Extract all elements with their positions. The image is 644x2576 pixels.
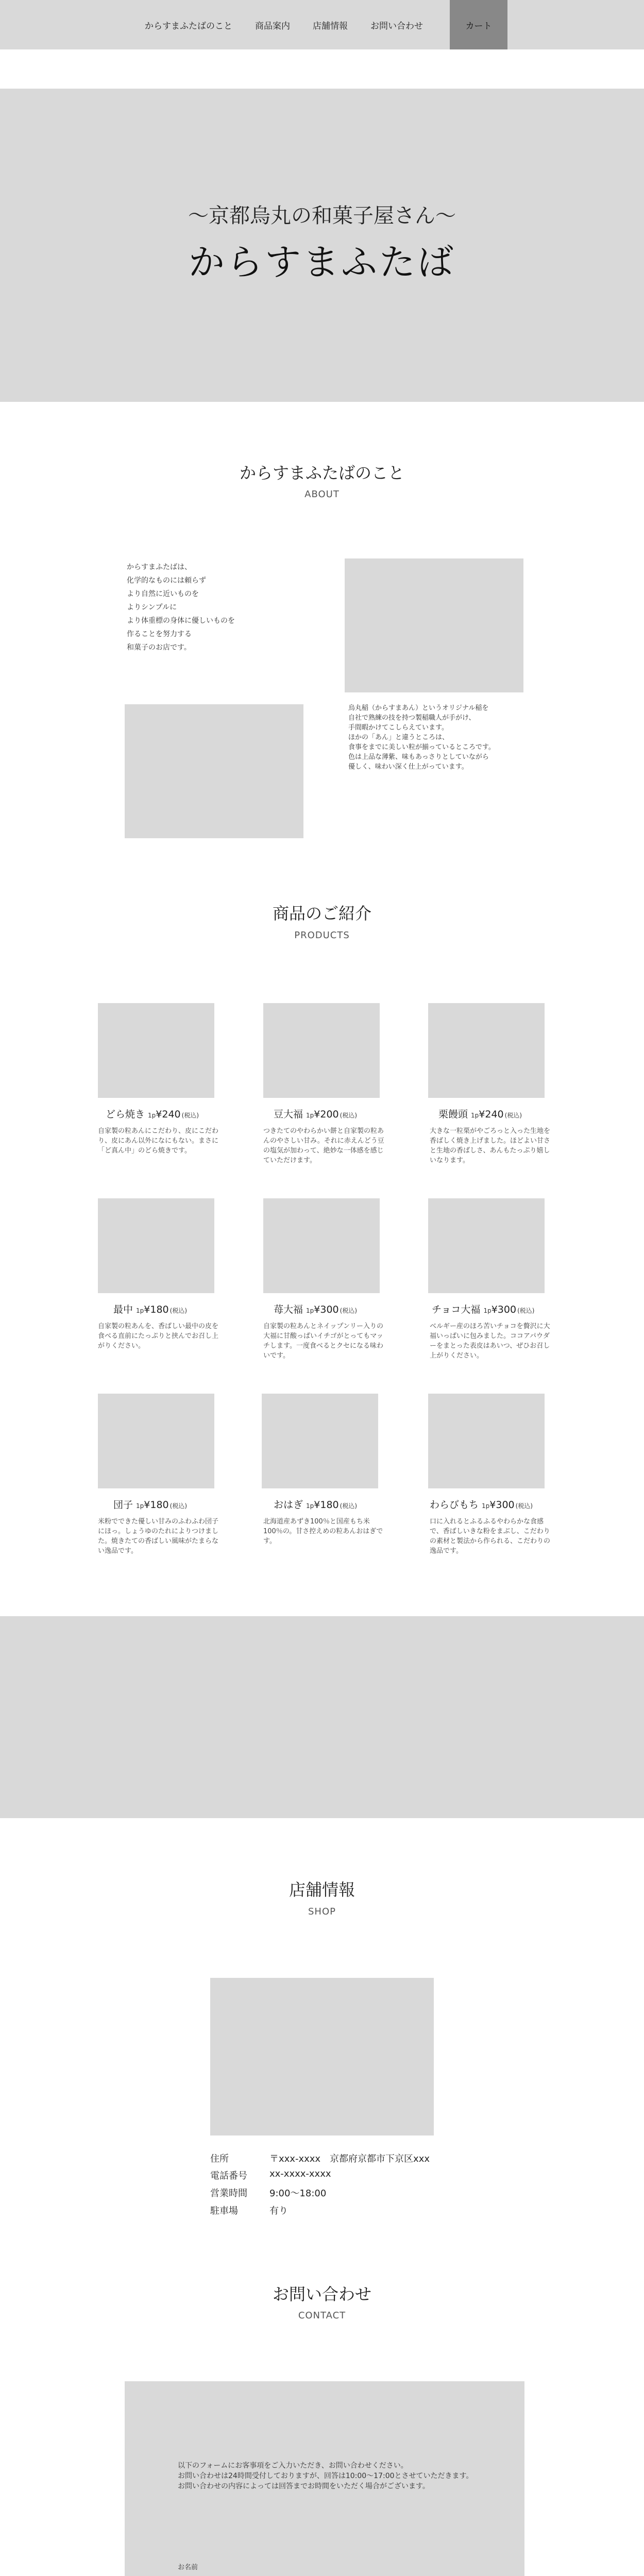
nav-contact[interactable]: お問い合わせ xyxy=(370,21,423,31)
product-tax-note: (税込) xyxy=(515,1502,533,1510)
contact-title: お問い合わせ xyxy=(272,2284,371,2304)
hero-section xyxy=(0,89,644,402)
shop-label: 住所 xyxy=(210,2154,229,2164)
product-header-mamedaifuku xyxy=(274,1107,397,1121)
product-image-chocodaifuku[interactable] xyxy=(428,1198,545,1293)
shop-map-image[interactable] xyxy=(210,1978,434,2136)
product-price: ¥200 xyxy=(314,1109,339,1120)
product-unit: 1p xyxy=(306,1502,314,1510)
banner-image xyxy=(0,1616,644,1818)
product-desc-ohagi: 北海道産あずき100％と国産もち米100％の。甘さ控えめの粒あんおはぎです。 xyxy=(263,1518,383,1545)
product-desc-kurimanju: 大きな一粒栗がやごろっと入った生地を香ばしく焼き上げました。ほどよい甘さと生地の香ばしさ、あんもたっぷり嬉しいなります。 xyxy=(430,1127,551,1164)
product-image-dorayaki[interactable] xyxy=(98,1003,214,1098)
nav-shop[interactable]: 店舗情報 xyxy=(313,21,348,31)
product-image-warabimochi[interactable] xyxy=(428,1394,545,1488)
product-header-dango xyxy=(113,1497,237,1511)
hero-subtitle: 〜京都烏丸の和菓子屋さん〜 xyxy=(188,204,456,228)
product-tax-note: (税込) xyxy=(340,1307,358,1314)
product-header-warabimochi xyxy=(430,1497,553,1511)
product-desc-mamedaifuku: つきたてのやわらかい餅と自家製の粒あんのやさしい甘み。それに赤えんどう豆の塩気が加わって、絶妙な一体感を感じていただけます。 xyxy=(263,1127,384,1164)
shop-row-hours xyxy=(210,2186,326,2199)
product-price: ¥300 xyxy=(491,1304,517,1315)
product-header-ohagi xyxy=(274,1497,397,1511)
product-price: ¥180 xyxy=(144,1499,169,1511)
shop-row-phone xyxy=(210,2168,331,2182)
product-unit: 1p xyxy=(483,1307,492,1314)
product-name: おはぎ xyxy=(274,1499,303,1511)
shop-subtitle: SHOP xyxy=(308,1906,336,1917)
product-price: ¥180 xyxy=(144,1304,169,1315)
shop-row-address xyxy=(210,2151,430,2165)
hero-title: からすまふたば xyxy=(189,241,455,283)
shop-value: 〒xxx-xxxx 京都府京都市下京区xxx xyxy=(269,2154,430,2164)
product-tax-note: (税込) xyxy=(340,1112,358,1119)
shop-label: 駐車場 xyxy=(210,2206,238,2216)
product-unit: 1p xyxy=(306,1112,314,1119)
product-tax-note: (税込) xyxy=(181,1112,199,1119)
product-name: チョコ大福 xyxy=(432,1304,481,1315)
product-name: 最中 xyxy=(113,1304,133,1315)
product-name: 苺大福 xyxy=(274,1304,303,1315)
shop-row-parking xyxy=(210,2204,288,2217)
product-desc-dorayaki: 自家製の粒あんにこだわり、皮にこだわり、皮にあん以外になにもない。まさに「ど真ん中」のどら焼きです。 xyxy=(98,1127,219,1155)
products-subtitle: PRODUCTS xyxy=(294,930,350,941)
header-nav xyxy=(145,0,446,49)
product-price: ¥180 xyxy=(314,1499,339,1511)
product-unit: 1p xyxy=(148,1112,156,1119)
product-tax-note: (税込) xyxy=(340,1502,358,1510)
nav-about[interactable]: からすまふたばのこと xyxy=(145,21,232,31)
product-tax-note: (税込) xyxy=(170,1307,188,1314)
shop-value: 9:00〜18:00 xyxy=(269,2188,327,2199)
product-name: わらびもち xyxy=(430,1499,479,1511)
shop-label: 電話番号 xyxy=(210,2171,247,2181)
product-header-ichigodaifuku xyxy=(274,1302,397,1316)
product-desc-dango: 米粉でできた優しい甘みのふわふわ団子にほっ。しょうゆのたれによりつけました。焼きたての香ばしい風味がたまらない逸品です。 xyxy=(98,1518,219,1555)
product-tax-note: (税込) xyxy=(504,1112,522,1119)
product-image-monaka[interactable] xyxy=(98,1198,214,1293)
product-header-monaka xyxy=(113,1302,237,1316)
about-text-1: からすまふたばは、 化学的なものには頼らず より自然に近いものを よりシンプルに より体重標の身体に優しいものを 作ることを努力する 和菓子のお店です。 xyxy=(127,563,235,652)
shop-value: 有り xyxy=(269,2206,288,2216)
product-price: ¥240 xyxy=(479,1109,504,1120)
product-tax-note: (税込) xyxy=(170,1502,188,1510)
product-desc-chocodaifuku: ベルギー産のほろ苦いチョコを贅沢に大福いっぱいに包みました。ココアパウダーをまとった表皮はあいつ、ぜひお召し上がりください。 xyxy=(430,1323,550,1360)
product-header-kurimanju xyxy=(438,1107,562,1121)
about-image-1 xyxy=(345,558,523,692)
product-tax-note: (税込) xyxy=(517,1307,535,1314)
contact-form xyxy=(125,2381,524,2576)
product-image-ohagi[interactable] xyxy=(262,1394,378,1488)
product-desc-monaka: 自家製の粒あんを、香ばしい最中の皮を食べる直前にたっぷりと挟んでお召し上がりください。 xyxy=(98,1323,219,1350)
product-unit: 1p xyxy=(136,1307,144,1314)
product-name: 団子 xyxy=(113,1499,133,1511)
product-price: ¥240 xyxy=(156,1109,181,1120)
site-header xyxy=(0,0,644,49)
nav-products[interactable]: 商品案内 xyxy=(255,21,290,31)
about-text-2: 烏丸稲（からすまあん）というオリジナル稲を 自社で熟練の技を持つ製稲職人が手がけ、 手間暇かけてこしらえています。 ほかの「あん」と違うところは、 食事をまでに美しい粒が揃っているところです。 色は上品な薄紫、味もあっさりとしていながら 優しく、味わい深く仕上がっています。 xyxy=(348,704,495,771)
product-image-mamedaifuku[interactable] xyxy=(263,1003,380,1098)
product-price: ¥300 xyxy=(489,1499,515,1511)
product-unit: 1p xyxy=(306,1307,314,1314)
product-image-kurimanju[interactable] xyxy=(428,1003,545,1098)
product-image-dango[interactable] xyxy=(98,1394,214,1488)
product-unit: 1p xyxy=(136,1502,144,1510)
products-title: 商品のご紹介 xyxy=(272,904,371,923)
product-name: どら焼き xyxy=(106,1109,145,1120)
about-title: からすまふたばのこと xyxy=(239,463,404,483)
product-image-ichigodaifuku[interactable] xyxy=(263,1198,380,1293)
contact-subtitle: CONTACT xyxy=(298,2310,346,2321)
product-unit: 1p xyxy=(482,1502,490,1510)
cart-button[interactable]: カート xyxy=(450,0,507,49)
shop-title: 店舗情報 xyxy=(289,1880,355,1900)
product-header-dorayaki xyxy=(106,1107,229,1121)
product-name: 豆大福 xyxy=(274,1109,303,1120)
product-name: 栗饅頭 xyxy=(438,1109,468,1120)
about-subtitle: ABOUT xyxy=(304,489,340,500)
product-desc-warabimochi: 口に入れるとふるふるやわらかな食感で、香ばしいきな粉をまぶし、こだわりの素材と製法から作られる、こだわりの逸品です。 xyxy=(430,1518,551,1555)
product-price: ¥300 xyxy=(314,1304,339,1315)
about-image-2 xyxy=(125,704,303,838)
product-unit: 1p xyxy=(471,1112,479,1119)
contact-intro: 以下のフォームにお客事項をご入力いただき、お問い合わせください。 お問い合わせは24時間受付しておりますが、回答は10:00〜17:00とさせていただきます。 お問い合わせの内容によっては回答までお時間をいただく場合がございます。 xyxy=(178,2462,473,2490)
shop-label: 営業時間 xyxy=(210,2188,247,2199)
product-header-chocodaifuku xyxy=(432,1302,555,1316)
shop-value: xx-xxxx-xxxx xyxy=(269,2168,331,2179)
product-desc-ichigodaifuku: 自家製の粒あんとネイップンリー入りの大福に甘酸っぱいイチゴがとってもマッチします。一度食べるとクセになる味わいです。 xyxy=(263,1323,383,1360)
name-field[interactable]: お名前 xyxy=(178,2564,198,2571)
